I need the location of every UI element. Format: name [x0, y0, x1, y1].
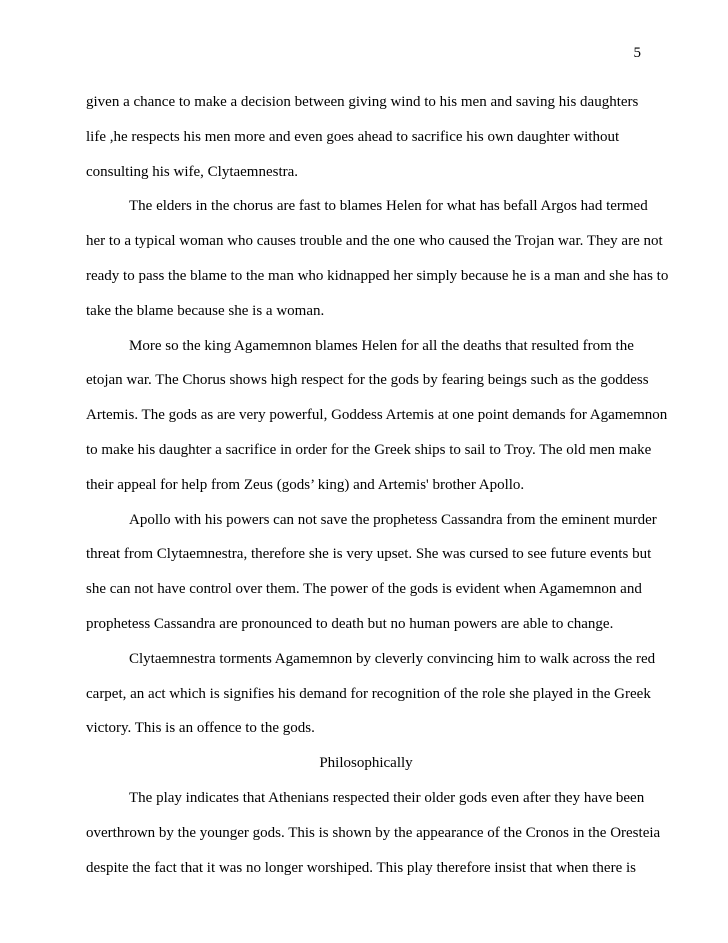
text-line: ready to pass the blame to the man who kidnapped her simply because he is a man and she has to — [86, 267, 669, 284]
text-line: their appeal for help from Zeus (gods’ king) and Artemis' brother Apollo. — [86, 476, 525, 493]
text-line: overthrown by the younger gods. This is shown by the appearance of the Cronos in the Oresteia — [86, 824, 661, 841]
text-line: to make his daughter a sacrifice in order for the Greek ships to sail to Troy. The old men make — [86, 441, 652, 458]
text-line: prophetess Cassandra are pronounced to death but no human powers are able to change. — [86, 615, 614, 632]
text-line: More so the king Agamemnon blames Helen for all the deaths that resulted from the — [129, 337, 634, 354]
text-line: etojan war. The Chorus shows high respect for the gods by fearing beings such as the goddess — [86, 372, 649, 389]
text-line: given a chance to make a decision between giving wind to his men and saving his daughters — [86, 94, 639, 110]
text-line: threat from Clytaemnestra, therefore she is very upset. She was cursed to see future events but — [86, 546, 652, 563]
text-line: Artemis. The gods as are very powerful, Goddess Artemis at one point demands for Agamemnon — [86, 407, 668, 424]
text-line: carpet, an act which is signifies his demand for recognition of the role she played in the Greek — [86, 685, 651, 702]
text-line: she can not have control over them. The power of the gods is evident when Agamemnon and — [86, 581, 642, 598]
text-line: her to a typical woman who causes trouble and the one who caused the Trojan war. They are not — [86, 233, 663, 250]
text-line: Clytaemnestra torments Agamemnon by cleverly convincing him to walk across the red — [129, 650, 656, 667]
text-line: life ,he respects his men more and even goes ahead to sacrifice his own daughter without — [86, 128, 620, 145]
text-line: consulting his wife, Clytaemnestra. — [86, 163, 299, 180]
text-line: take the blame because she is a woman. — [86, 302, 325, 319]
body-text — [86, 85, 669, 885]
section-heading: Philosophically — [319, 755, 413, 772]
text-line: despite the fact that it was no longer worshiped. This play therefore insist that when there is — [86, 859, 636, 876]
page-number: 5 — [633, 45, 641, 61]
text-line: The elders in the chorus are fast to blames Helen for what has befall Argos had termed — [129, 198, 648, 215]
text-line: Apollo with his powers can not save the prophetess Cassandra from the eminent murder — [129, 511, 657, 528]
text-line: The play indicates that Athenians respected their older gods even after they have been — [129, 789, 645, 806]
text-line: victory. This is an offence to the gods. — [86, 720, 315, 737]
